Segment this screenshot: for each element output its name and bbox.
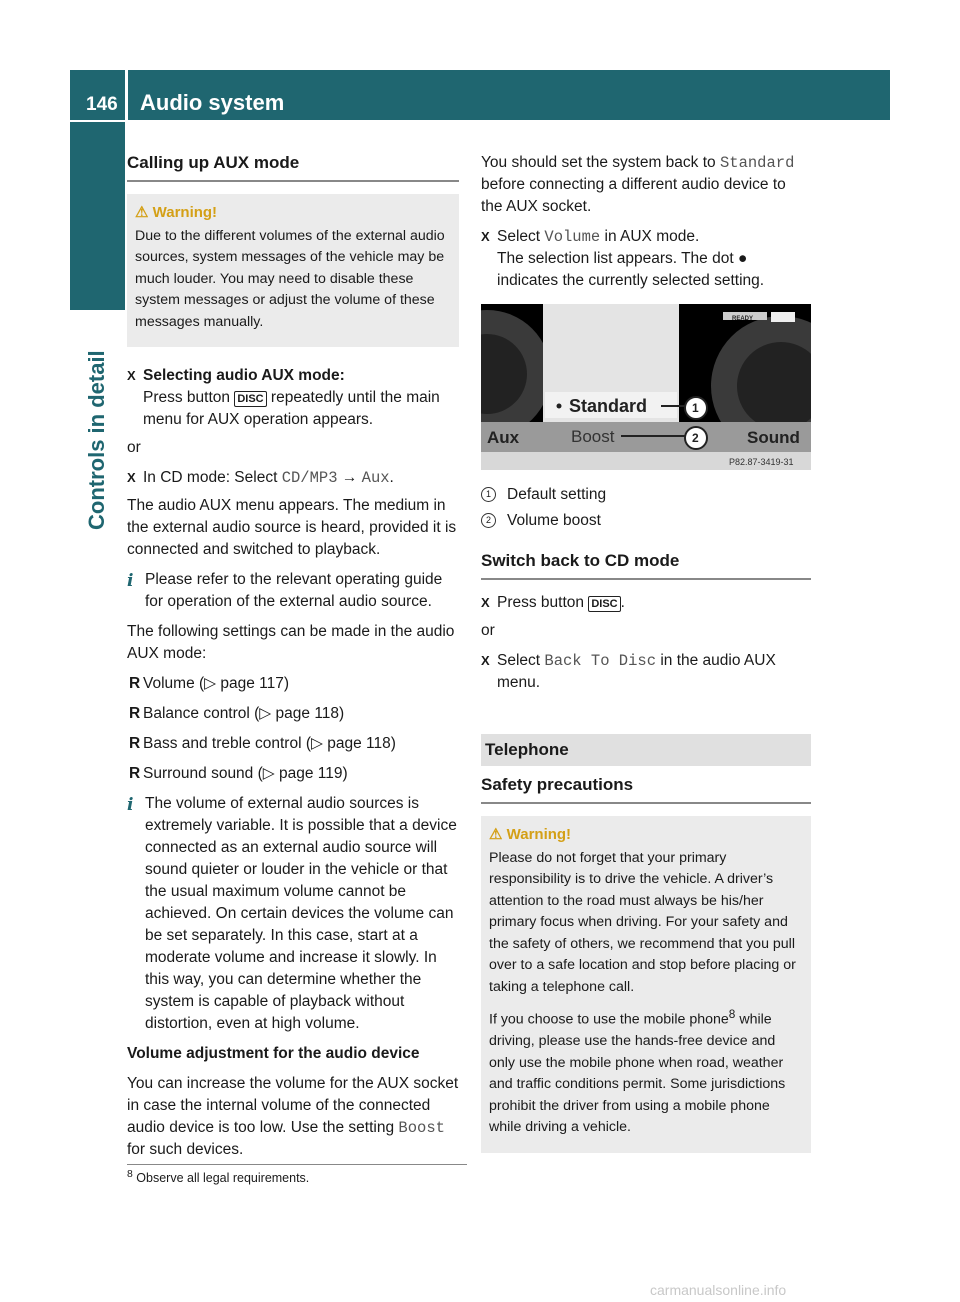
callout-2: 2 xyxy=(692,431,699,445)
left-column xyxy=(127,152,459,1169)
step-item: X In CD mode: Select CD/MP3 → Aux. xyxy=(127,469,394,487)
list-item: R Balance control (▷ page 118) xyxy=(129,705,345,722)
step-arrow-icon: X xyxy=(127,368,136,383)
step-item: X Select Volume in AUX mode. The selection list appears. The dot ● indicates the currently selected setting. xyxy=(481,228,765,289)
legend-item: 1 Default setting xyxy=(481,484,811,506)
step-arrow-icon: X xyxy=(481,595,490,610)
step-arrow-icon: X xyxy=(127,470,136,485)
step-item: X Selecting audio AUX mode: Press button DISC repeatedly until the main menu for AUX operation appears. xyxy=(127,365,459,431)
header-divider xyxy=(125,70,128,120)
page-title: Audio system xyxy=(140,90,285,115)
paragraph: You should set the system back to Standard before connecting a different audio device to the AUX socket. xyxy=(481,154,795,215)
step-arrow-icon: X xyxy=(481,653,490,668)
warning-title: ⚠ Warning! xyxy=(135,204,218,221)
disc-key-icon: DISC xyxy=(588,596,620,612)
option-boost: Boost xyxy=(571,427,615,446)
step-item: X Select Back To Disc in the audio AUX menu. xyxy=(481,652,776,691)
option-standard: Standard xyxy=(569,396,648,416)
screen-illustration xyxy=(481,304,811,470)
warning-title: ⚠ Warning! xyxy=(489,826,572,843)
info-note: i Please refer to the relevant operating guide for operation of the external audio source. xyxy=(127,571,443,610)
watermark: carmanualsonline.info xyxy=(650,1282,787,1298)
list-item: R Volume (▷ page 117) xyxy=(129,675,290,692)
warning-icon: ⚠ xyxy=(135,204,153,221)
step-item: X Press button DISC . xyxy=(481,592,811,614)
page-header xyxy=(70,70,890,120)
info-icon: i xyxy=(127,571,134,591)
paragraph: The audio AUX menu appears. The medium in the external audio source is heard, provided it is connected and switched to playback. xyxy=(127,497,457,558)
status-text: READY xyxy=(732,316,754,322)
aux-label: Aux xyxy=(487,428,520,447)
info-note: i The volume of external audio sources is extremely variable. It is possible that a device connected as an external audio source will sound quieter or louder in the vehicle or that the usual maximum volume cannot be achieved. On certain devices the volume can be set separately. In this case, start at a moderate volume and increase it slowly. In this way, you can determine whether the system is capable of playback without distortion, even at high volume. xyxy=(127,795,457,1032)
list-item: R Surround sound (▷ page 119) xyxy=(129,765,348,782)
warning-box xyxy=(127,194,459,347)
side-tab-label: Controls in detail xyxy=(84,350,109,530)
image-code: P82.87-3419-31 xyxy=(729,457,794,467)
right-column xyxy=(481,152,811,1171)
or-text: or xyxy=(481,622,495,639)
warning-icon: ⚠ xyxy=(489,826,507,843)
step-arrow-icon: X xyxy=(481,229,490,244)
warning-text: If you choose to use the mobile phone$^8$ while driving, please use the hands-free device and only use the mobile phone when road, weather and traffic conditions permit. Some jurisdictions prohibit the driver from using a mobile phone while driving a vehicle. xyxy=(489,1007,786,1136)
section-heading: Safety precautions xyxy=(481,774,811,804)
section-title-bar: Telephone xyxy=(481,734,811,766)
warning-text: Please do not forget that your primary responsibility is to drive the vehicle. A driver’s attention to the road must always be his/her primary focus when driving. For your safety and the safety of others, we recommend that you pull over to a safe location and stop before placing or taking a telephone call. xyxy=(489,849,796,995)
section-heading: Calling up AUX mode xyxy=(127,152,459,182)
paragraph: The following settings can be made in the audio AUX mode: xyxy=(127,623,455,662)
info-icon: i xyxy=(127,795,134,815)
subheading: Volume adjustment for the audio device xyxy=(127,1045,420,1062)
aux-volume-screen xyxy=(481,304,811,470)
sound-label: Sound xyxy=(747,428,800,447)
legend-item: 2 Volume boost xyxy=(481,510,811,532)
warning-text: Due to the different volumes of the external audio sources, system messages of the vehicle may be much louder. You may need to disable these system messages or adjust the volume of these messages manually. xyxy=(135,227,445,330)
section-heading: Switch back to CD mode xyxy=(481,550,811,580)
disc-key-icon: DISC xyxy=(234,391,266,407)
warning-box xyxy=(481,816,811,1153)
step-title: Selecting audio AUX mode: xyxy=(143,367,345,384)
paragraph: You can increase the volume for the AUX socket in case the internal volume of the connected audio device is too low. Use the setting Boost for such devices. xyxy=(127,1075,459,1158)
callout-1: 1 xyxy=(692,401,699,415)
footnote: $^8$ Observe all legal requirements. xyxy=(127,1164,467,1185)
page-number: 146 xyxy=(86,94,118,115)
or-text: or xyxy=(127,439,141,456)
list-item: R Bass and treble control (▷ page 118) xyxy=(129,735,396,752)
